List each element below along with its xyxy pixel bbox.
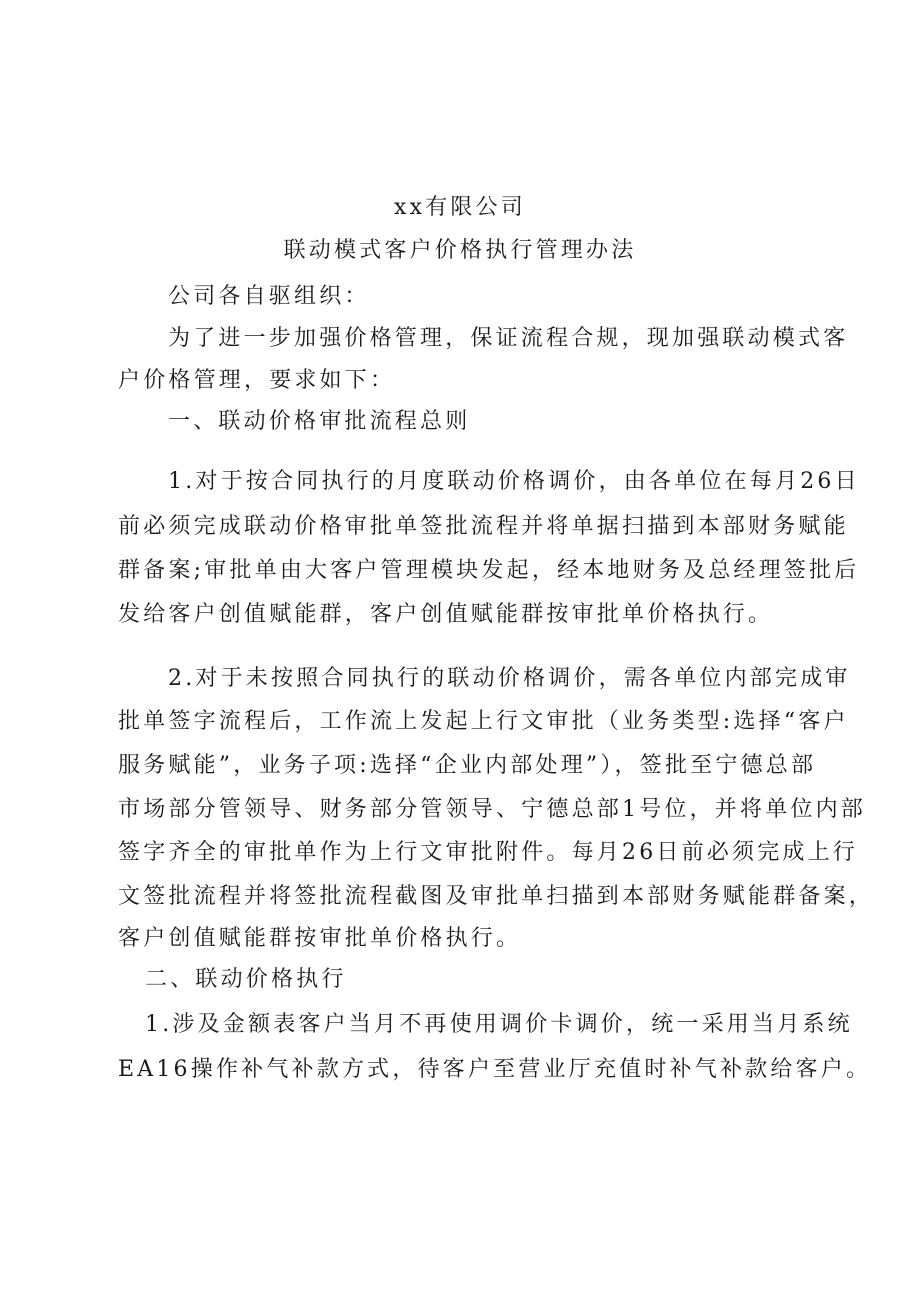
- section-1-item-2-line-2: 批单签字流程后，工作流上发起上行文审批（业务类型:选择“客户: [118, 709, 849, 734]
- section-1-item-1-line-4: 发给客户创值赋能群，客户创值赋能群按审批单价格执行。: [118, 602, 774, 627]
- section-1-item-1-line-1: 1.对于按合同执行的月度联动价格调价，由各单位在每月26日: [168, 469, 860, 494]
- section-1-item-1-line-2: 前必须完成联动价格审批单签批流程并将单据扫描到本部财务赋能: [118, 514, 849, 539]
- intro-line-2: 户价格管理，要求如下：: [118, 368, 396, 393]
- section-2-heading: 二、联动价格执行: [145, 967, 347, 992]
- document-title: 联动模式客户价格执行管理办法: [283, 238, 637, 263]
- section-1-item-2-line-5: 签字齐全的审批单作为上行文审批附件。每月26日前必须完成上行: [118, 840, 858, 865]
- section-1-item-2-line-6: 文签批流程并将签批流程截图及审批单扫描到本部财务赋能群备案，: [118, 884, 875, 909]
- intro-line-1: 为了进一步加强价格管理，保证流程合规，现加强联动模式客: [168, 326, 849, 351]
- section-1-item-1-line-3: 群备案;审批单由大客户管理模块发起，经本地财务及总经理签批后: [118, 558, 860, 583]
- section-1-item-2-line-7: 客户创值赋能群按审批单价格执行。: [118, 926, 522, 951]
- section-1-heading: 一、联动价格审批流程总则: [168, 409, 471, 434]
- section-1-item-2-line-4: 市场部分管领导、财务部分管领导、宁德总部1号位，并将单位内部: [118, 797, 866, 822]
- section-1-item-2-line-3: 服务赋能”，业务子项:选择“企业内部处理”），签批至宁德总部: [118, 753, 817, 778]
- salutation: 公司各自驱组织：: [168, 284, 370, 309]
- section-1-item-2-line-1: 2.对于未按照合同执行的联动价格调价，需各单位内部完成审: [168, 666, 851, 691]
- company-name: xx有限公司: [393, 195, 526, 220]
- section-2-item-1-line-2: EA16操作补气补款方式，待客户至营业厅充值时补气补款给客户。: [118, 1057, 872, 1082]
- section-2-item-1-line-1: 1.涉及金额表客户当月不再使用调价卡调价，统一采用当月系统: [145, 1012, 853, 1037]
